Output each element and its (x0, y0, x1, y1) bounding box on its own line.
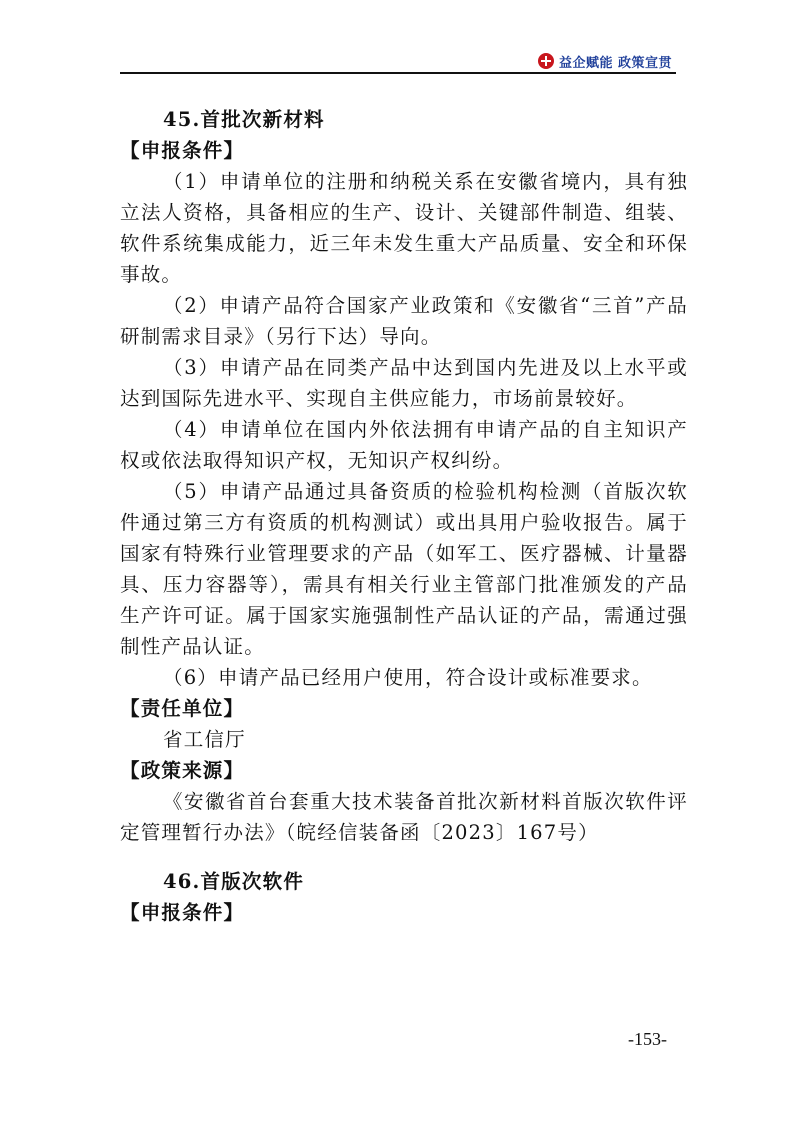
condition-item-2: （2）申请产品符合国家产业政策和《安徽省“三首”产品研制需求目录》（另行下达）导向。 (120, 294, 688, 348)
page-number: -153- (628, 1029, 667, 1049)
responsible-heading: 【责任单位】 (120, 697, 245, 720)
header-brand (538, 51, 672, 71)
policy-source-heading: 【政策来源】 (120, 759, 245, 782)
section-gap (120, 848, 688, 866)
condition-item-3: （3）申请产品在同类产品中达到国内先进及以上水平或达到国际先进水平、实现自主供应能力，市场前景较好。 (120, 356, 688, 410)
document-body (120, 104, 688, 928)
responsible-unit: 省工信厅 (163, 728, 246, 751)
section-45-conditions-heading: 【申报条件】 (120, 139, 245, 162)
policy-source: 《安徽省首台套重大技术装备首批次新材料首版次软件评定管理暂行办法》（皖经信装备函〔2023〕167号） (120, 790, 688, 844)
section-45-title: 45.首批次新材料 (163, 108, 325, 131)
brand-text: 益企赋能 政策宣贯 (558, 55, 672, 71)
brand-logo-icon (538, 53, 554, 69)
section-46-title: 46.首版次软件 (163, 870, 305, 893)
condition-item-1: （1）申请单位的注册和纳税关系在安徽省境内，具有独立法人资格，具备相应的生产、设计、关键部件制造、组装、软件系统集成能力，近三年未发生重大产品质量、安全和环保事故。 (120, 170, 688, 286)
condition-item-6: （6）申请产品已经用户使用，符合设计或标准要求。 (163, 666, 653, 689)
section-46-conditions-heading: 【申报条件】 (120, 901, 245, 924)
condition-item-5: （5）申请产品通过具备资质的检验机构检测（首版次软件通过第三方有资质的机构测试）或出具用户验收报告。属于国家有特殊行业管理要求的产品（如军工、医疗器械、计量器具、压力容器等），需具有相关行业主管部门批准颁发的产品生产许可证。属于国家实施强制性产品认证的产品，需通过强制性产品认证。 (120, 480, 688, 658)
header-divider (120, 72, 676, 74)
condition-item-4: （4）申请单位在国内外依法拥有申请产品的自主知识产权或依法取得知识产权，无知识产权纠纷。 (120, 418, 688, 472)
